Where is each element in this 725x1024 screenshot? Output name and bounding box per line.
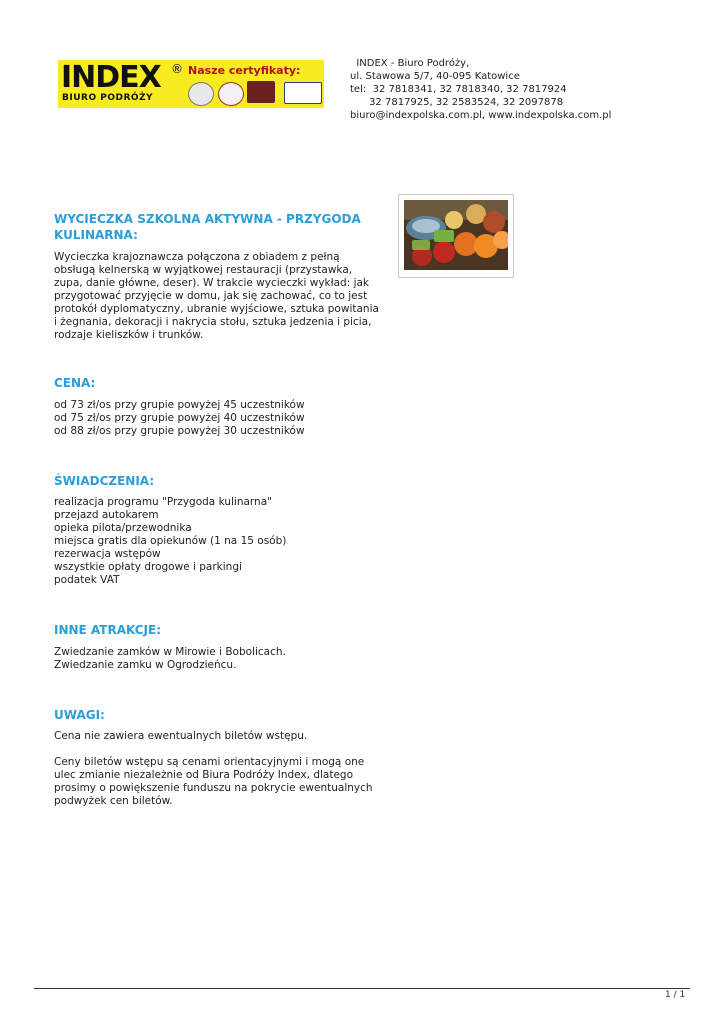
contact-address: ul. Stawowa 5/7, 40-095 Katowice: [350, 71, 520, 82]
food-photo-illustration: [404, 200, 508, 270]
service-item: wszystkie opłaty drogowe i parkingi: [54, 561, 242, 573]
service-item: podatek VAT: [54, 574, 120, 586]
page-number: 1 / 1: [665, 990, 686, 1000]
attractions-heading: INNE ATRAKCJE:: [54, 623, 162, 637]
service-item: realizacja programu "Przygoda kulinarna": [54, 496, 272, 508]
contact-email-web[interactable]: biuro@indexpolska.com.pl, www.indexpolska.com.pl: [350, 110, 612, 121]
service-item: opieka pilota/przewodnika: [54, 522, 192, 534]
contact-company: INDEX - Biuro Podróży,: [350, 58, 470, 69]
price-line: od 75 zł/os przy grupie powyżej 40 uczestników: [54, 412, 305, 424]
certificate-seal-icon: [218, 82, 244, 106]
price-heading: CENA:: [54, 376, 96, 390]
notes-paragraph-1: Cena nie zawiera ewentualnych biletów wstępu.: [54, 730, 308, 742]
company-logo: [58, 60, 324, 108]
contact-phones-cont: 32 7817925, 32 2583524, 32 2097878: [350, 97, 564, 108]
service-item: miejsca gratis dla opiekunów (1 na 15 osób): [54, 535, 287, 547]
certificates-label: Nasze certyfikaty:: [188, 64, 301, 77]
notes-heading: UWAGI:: [54, 708, 105, 722]
price-list: [54, 399, 384, 438]
services-heading: ŚWIADCZENIA:: [54, 474, 155, 488]
attractions-list: [54, 646, 384, 672]
attraction-item: Zwiedzanie zamku w Ogrodzieńcu.: [54, 659, 237, 671]
price-line: od 73 zł/os przy grupie powyżej 45 uczestników: [54, 399, 305, 411]
footer-divider: [34, 988, 690, 989]
logo-wordmark: INDEX: [61, 60, 161, 95]
attraction-item: Zwiedzanie zamków w Mirowie i Bobolicach.: [54, 646, 286, 658]
certificate-badge-icon: [284, 82, 322, 104]
service-item: przejazd autokarem: [54, 509, 159, 521]
service-item: rezerwacja wstępów: [54, 548, 161, 560]
services-list: [54, 496, 384, 587]
trip-photo-frame: [398, 194, 514, 278]
price-line: od 88 zł/os przy grupie powyżej 30 uczestników: [54, 425, 305, 437]
trip-title: WYCIECZKA SZKOLNA AKTYWNA - PRZYGODA KULINARNA:: [54, 212, 361, 242]
trip-description: Wycieczka krajoznawcza połączona z obiadem z pełną obsługą kelnerską w wyjątkowej restauracji (przystawka, zupa, danie główne, deser). W trakcie wycieczki wykład: jak przygotować przyjęcie w domu, jak się zachować, co to jest protokół dyplomatyczny, ubranie wyjściowe, sztuka powitania i żegnania, dekoracji i nakrycia stołu, sztuka jedzenia i picia, rodzaje kieliszków i trunków.: [54, 251, 379, 341]
logo-subtitle: BIURO PODRÓŻY: [62, 93, 154, 103]
notes-paragraph-2: Ceny biletów wstępu są cenami orientacyjnymi i mogą one ulec zmianie niezależnie od Biura Podróży Index, dlatego prosimy o powiększenie funduszu na pokrycie ewentualnych podwyżek cen biletów.: [54, 756, 373, 807]
certificate-seal-icon: [188, 82, 214, 106]
certificate-badge-icon: [247, 81, 275, 103]
logo-registered-mark: ®: [171, 62, 183, 76]
food-photo: [404, 200, 508, 270]
contact-phones: tel: 32 7818341, 32 7818340, 32 7817924: [350, 84, 567, 95]
contact-info: [350, 57, 611, 122]
